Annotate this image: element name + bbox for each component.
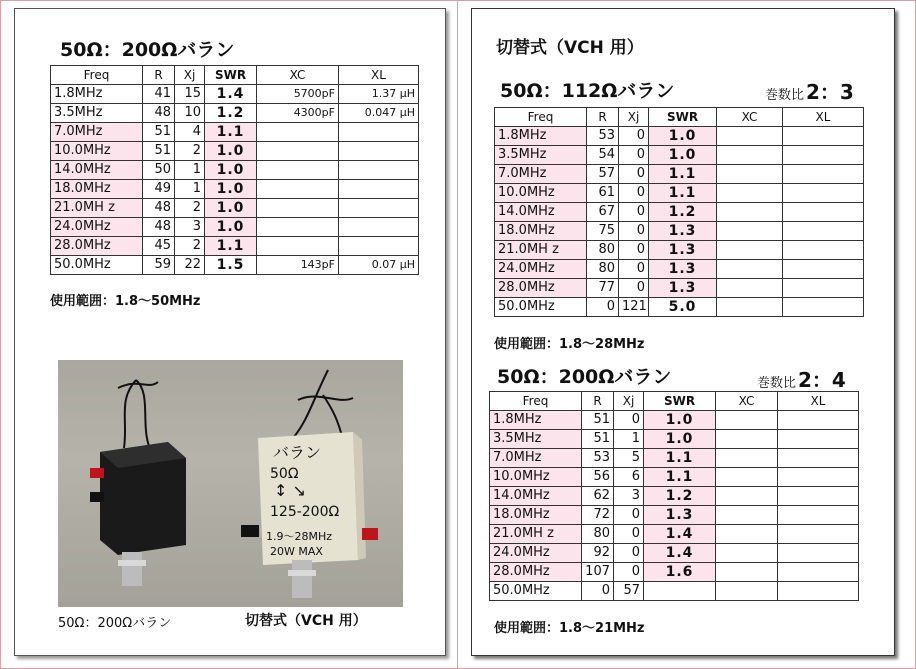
table-row bbox=[51, 161, 419, 180]
xj-cell: 0 bbox=[619, 279, 649, 298]
freq-cell: 24.0MHz bbox=[495, 260, 587, 279]
t2-table bbox=[489, 391, 859, 601]
xj-cell: 0 bbox=[614, 525, 644, 544]
table-row bbox=[495, 222, 864, 241]
table-header-row bbox=[51, 66, 419, 85]
xj-cell: 5 bbox=[614, 449, 644, 468]
swr-cell: 1.0 bbox=[205, 142, 257, 161]
xj-cell: 0 bbox=[619, 146, 649, 165]
table-row bbox=[495, 165, 864, 184]
xc-cell: 4300pF bbox=[257, 104, 339, 123]
table-row bbox=[490, 487, 859, 506]
xj-cell: 0 bbox=[619, 203, 649, 222]
freq-cell: 7.0MHz bbox=[51, 123, 143, 142]
table-row bbox=[490, 525, 859, 544]
xj-cell: 0 bbox=[614, 411, 644, 430]
table-header-row bbox=[490, 392, 859, 411]
swr-cell bbox=[644, 582, 716, 601]
r-cell: 75 bbox=[587, 222, 619, 241]
swr-cell: 1.0 bbox=[644, 430, 716, 449]
t2-range-note: 使用範囲：1.8〜21MHz bbox=[494, 621, 645, 636]
xc-cell bbox=[717, 203, 783, 222]
xc-cell bbox=[716, 487, 778, 506]
r-cell: 59 bbox=[143, 256, 175, 275]
xc-cell bbox=[717, 184, 783, 203]
r-cell: 45 bbox=[143, 237, 175, 256]
swr-cell: 1.3 bbox=[644, 506, 716, 525]
r-cell: 107 bbox=[582, 563, 614, 582]
left-table bbox=[50, 65, 419, 275]
freq-cell: 50.0MHz bbox=[495, 298, 587, 317]
r-cell: 48 bbox=[143, 218, 175, 237]
xl-cell bbox=[339, 237, 419, 256]
swr-cell: 1.1 bbox=[644, 468, 716, 487]
xj-cell: 121 bbox=[619, 298, 649, 317]
header-swr: SWR bbox=[649, 108, 717, 127]
t2-title: 50Ω：200Ωバラン bbox=[497, 366, 672, 388]
swr-cell: 1.3 bbox=[649, 279, 717, 298]
xj-cell: 0 bbox=[614, 544, 644, 563]
xj-cell: 6 bbox=[614, 468, 644, 487]
freq-cell: 1.8MHz bbox=[495, 127, 587, 146]
xj-cell: 0 bbox=[614, 506, 644, 525]
freq-cell: 28.0MHz bbox=[51, 237, 143, 256]
r-cell: 77 bbox=[587, 279, 619, 298]
swr-cell: 1.2 bbox=[205, 104, 257, 123]
header-xl: XL bbox=[339, 66, 419, 85]
t1-ratio-label: 巻数比 bbox=[765, 88, 805, 103]
xl-cell bbox=[778, 430, 859, 449]
r-cell: 72 bbox=[582, 506, 614, 525]
freq-cell: 50.0MHz bbox=[51, 256, 143, 275]
freq-cell: 21.0MH z bbox=[51, 199, 143, 218]
freq-cell: 7.0MHz bbox=[495, 165, 587, 184]
r-cell: 67 bbox=[587, 203, 619, 222]
swr-cell: 1.4 bbox=[205, 85, 257, 104]
xc-cell bbox=[716, 449, 778, 468]
xc-cell bbox=[716, 468, 778, 487]
balun-photo-illustration bbox=[58, 360, 403, 607]
photo-label-balun: バラン bbox=[273, 443, 322, 462]
header-freq: Freq bbox=[51, 66, 143, 85]
xj-cell: 0 bbox=[619, 260, 649, 279]
swr-cell: 1.0 bbox=[205, 180, 257, 199]
r-cell: 0 bbox=[582, 582, 614, 601]
photo-caption-left: 50Ω：200Ωバラン bbox=[58, 616, 172, 631]
table-row bbox=[51, 256, 419, 275]
header-swr: SWR bbox=[644, 392, 716, 411]
freq-cell: 21.0MH z bbox=[490, 525, 582, 544]
freq-cell: 21.0MH z bbox=[495, 241, 587, 260]
t1-ratio bbox=[765, 76, 854, 105]
header-xl: XL bbox=[778, 392, 859, 411]
r-cell: 53 bbox=[582, 449, 614, 468]
swr-cell: 1.4 bbox=[644, 544, 716, 563]
freq-cell: 1.8MHz bbox=[51, 85, 143, 104]
t1-table bbox=[494, 107, 864, 317]
table-row bbox=[51, 218, 419, 237]
freq-cell: 14.0MHz bbox=[495, 203, 587, 222]
header-swr: SWR bbox=[205, 66, 257, 85]
t1-title: 50Ω：112Ωバラン bbox=[500, 80, 675, 102]
xj-cell: 4 bbox=[175, 123, 205, 142]
xj-cell: 3 bbox=[175, 218, 205, 237]
xl-cell bbox=[778, 525, 859, 544]
table-header-row bbox=[495, 108, 864, 127]
xc-cell bbox=[717, 127, 783, 146]
table-row bbox=[495, 260, 864, 279]
swr-cell: 1.5 bbox=[205, 256, 257, 275]
swr-cell: 1.0 bbox=[649, 127, 717, 146]
freq-cell: 7.0MHz bbox=[490, 449, 582, 468]
freq-cell: 1.8MHz bbox=[490, 411, 582, 430]
swr-cell: 1.1 bbox=[644, 449, 716, 468]
table-row bbox=[490, 506, 859, 525]
header-xl: XL bbox=[783, 108, 864, 127]
t1-ratio-value: 2：3 bbox=[806, 80, 854, 104]
xc-cell bbox=[257, 199, 339, 218]
xl-cell bbox=[783, 165, 864, 184]
xj-cell: 57 bbox=[614, 582, 644, 601]
xj-cell: 0 bbox=[619, 165, 649, 184]
header-freq: Freq bbox=[490, 392, 582, 411]
xj-cell: 0 bbox=[619, 222, 649, 241]
r-cell: 51 bbox=[582, 430, 614, 449]
r-cell: 56 bbox=[582, 468, 614, 487]
table-row bbox=[495, 146, 864, 165]
freq-cell: 24.0MHz bbox=[51, 218, 143, 237]
xj-cell: 0 bbox=[619, 184, 649, 203]
header-xj: Xj bbox=[614, 392, 644, 411]
header-xc: XC bbox=[716, 392, 778, 411]
r-cell: 80 bbox=[587, 241, 619, 260]
xj-cell: 3 bbox=[614, 487, 644, 506]
r-cell: 80 bbox=[587, 260, 619, 279]
xl-cell bbox=[783, 279, 864, 298]
xc-cell: 5700pF bbox=[257, 85, 339, 104]
xl-cell bbox=[339, 218, 419, 237]
table-row bbox=[495, 241, 864, 260]
swr-cell: 1.6 bbox=[644, 563, 716, 582]
xc-cell bbox=[717, 165, 783, 184]
xl-cell bbox=[783, 222, 864, 241]
r-cell: 61 bbox=[587, 184, 619, 203]
r-cell: 92 bbox=[582, 544, 614, 563]
table-row bbox=[51, 180, 419, 199]
swr-cell: 1.3 bbox=[649, 241, 717, 260]
xl-cell bbox=[783, 203, 864, 222]
header-freq: Freq bbox=[495, 108, 587, 127]
xl-cell bbox=[778, 468, 859, 487]
t2-ratio-label: 巻数比 bbox=[757, 376, 797, 391]
table-row bbox=[490, 582, 859, 601]
swr-cell: 1.1 bbox=[205, 123, 257, 142]
swr-cell: 1.1 bbox=[649, 165, 717, 184]
r-cell: 51 bbox=[582, 411, 614, 430]
swr-cell: 1.0 bbox=[644, 411, 716, 430]
header-xc: XC bbox=[257, 66, 339, 85]
xc-cell bbox=[257, 161, 339, 180]
table-row bbox=[490, 411, 859, 430]
photo-label-impedance: 125-200Ω bbox=[270, 504, 340, 520]
freq-cell: 28.0MHz bbox=[495, 279, 587, 298]
xc-cell bbox=[717, 241, 783, 260]
xj-cell: 0 bbox=[619, 127, 649, 146]
r-cell: 41 bbox=[143, 85, 175, 104]
xc-cell: 143pF bbox=[257, 256, 339, 275]
r-cell: 57 bbox=[587, 165, 619, 184]
header-xj: Xj bbox=[175, 66, 205, 85]
header-r: R bbox=[587, 108, 619, 127]
xc-cell bbox=[717, 222, 783, 241]
xc-cell bbox=[257, 123, 339, 142]
freq-cell: 18.0MHz bbox=[51, 180, 143, 199]
table-row bbox=[51, 237, 419, 256]
swr-cell: 1.0 bbox=[205, 161, 257, 180]
xc-cell bbox=[717, 146, 783, 165]
header-r: R bbox=[143, 66, 175, 85]
freq-cell: 3.5MHz bbox=[51, 104, 143, 123]
table-row bbox=[490, 449, 859, 468]
table-row bbox=[495, 298, 864, 317]
swr-cell: 1.3 bbox=[649, 260, 717, 279]
xc-cell bbox=[716, 563, 778, 582]
xc-cell bbox=[717, 298, 783, 317]
xl-cell: 0.047 μH bbox=[339, 104, 419, 123]
xl-cell bbox=[778, 582, 859, 601]
table-row bbox=[495, 203, 864, 222]
swr-cell: 1.0 bbox=[205, 199, 257, 218]
xj-cell: 0 bbox=[614, 563, 644, 582]
xl-cell bbox=[339, 199, 419, 218]
xl-cell bbox=[783, 127, 864, 146]
xl-cell bbox=[783, 298, 864, 317]
header-xc: XC bbox=[717, 108, 783, 127]
xj-cell: 0 bbox=[619, 241, 649, 260]
t1-range-note: 使用範囲：1.8〜28MHz bbox=[494, 337, 645, 352]
xl-cell bbox=[783, 184, 864, 203]
xc-cell bbox=[716, 506, 778, 525]
r-cell: 50 bbox=[143, 161, 175, 180]
photo-label-range: 1.9〜28MHz bbox=[266, 530, 333, 543]
r-cell: 53 bbox=[587, 127, 619, 146]
xj-cell: 1 bbox=[175, 180, 205, 199]
xl-cell bbox=[783, 260, 864, 279]
xl-cell bbox=[339, 180, 419, 199]
r-cell: 51 bbox=[143, 142, 175, 161]
table-row bbox=[495, 279, 864, 298]
xj-cell: 1 bbox=[175, 161, 205, 180]
swr-cell: 1.0 bbox=[205, 218, 257, 237]
xl-cell bbox=[339, 123, 419, 142]
table-row bbox=[495, 184, 864, 203]
xc-cell bbox=[717, 260, 783, 279]
xj-cell: 10 bbox=[175, 104, 205, 123]
xc-cell bbox=[257, 218, 339, 237]
freq-cell: 50.0MHz bbox=[490, 582, 582, 601]
swr-cell: 1.4 bbox=[644, 525, 716, 544]
freq-cell: 3.5MHz bbox=[495, 146, 587, 165]
xc-cell bbox=[257, 142, 339, 161]
xc-cell bbox=[257, 180, 339, 199]
freq-cell: 18.0MHz bbox=[495, 222, 587, 241]
r-cell: 54 bbox=[587, 146, 619, 165]
xl-cell: 1.37 μH bbox=[339, 85, 419, 104]
table-row bbox=[51, 142, 419, 161]
swr-cell: 1.3 bbox=[649, 222, 717, 241]
freq-cell: 28.0MHz bbox=[490, 563, 582, 582]
page-divider bbox=[457, 0, 458, 669]
photo-label-50: 50Ω bbox=[270, 466, 299, 482]
r-cell: 48 bbox=[143, 199, 175, 218]
header-r: R bbox=[582, 392, 614, 411]
swr-cell: 1.0 bbox=[649, 146, 717, 165]
photo-caption-right: 切替式（VCH 用） bbox=[245, 613, 367, 629]
table-row bbox=[490, 563, 859, 582]
freq-cell: 10.0MHz bbox=[51, 142, 143, 161]
xl-cell bbox=[339, 142, 419, 161]
r-cell: 80 bbox=[582, 525, 614, 544]
xc-cell bbox=[717, 279, 783, 298]
table-row bbox=[51, 85, 419, 104]
swr-cell: 1.1 bbox=[205, 237, 257, 256]
table-row bbox=[490, 430, 859, 449]
swr-cell: 1.2 bbox=[649, 203, 717, 222]
xl-cell bbox=[339, 161, 419, 180]
xj-cell: 1 bbox=[614, 430, 644, 449]
r-cell: 49 bbox=[143, 180, 175, 199]
right-title: 切替式（VCH 用） bbox=[496, 38, 644, 58]
xl-cell bbox=[778, 506, 859, 525]
table-row bbox=[51, 199, 419, 218]
xl-cell bbox=[778, 563, 859, 582]
freq-cell: 10.0MHz bbox=[490, 468, 582, 487]
freq-cell: 18.0MHz bbox=[490, 506, 582, 525]
svg-text:↕ ↘: ↕ ↘ bbox=[274, 481, 306, 500]
xj-cell: 2 bbox=[175, 199, 205, 218]
xj-cell: 22 bbox=[175, 256, 205, 275]
xl-cell bbox=[783, 241, 864, 260]
xl-cell bbox=[778, 487, 859, 506]
t2-ratio bbox=[757, 364, 846, 393]
xl-cell bbox=[778, 449, 859, 468]
xj-cell: 2 bbox=[175, 142, 205, 161]
swr-cell: 1.1 bbox=[649, 184, 717, 203]
r-cell: 0 bbox=[587, 298, 619, 317]
swr-cell: 5.0 bbox=[649, 298, 717, 317]
xc-cell bbox=[257, 237, 339, 256]
table-row bbox=[490, 544, 859, 563]
r-cell: 48 bbox=[143, 104, 175, 123]
xj-cell: 2 bbox=[175, 237, 205, 256]
swr-cell: 1.2 bbox=[644, 487, 716, 506]
freq-cell: 14.0MHz bbox=[51, 161, 143, 180]
freq-cell: 10.0MHz bbox=[495, 184, 587, 203]
xc-cell bbox=[716, 430, 778, 449]
table-row bbox=[495, 127, 864, 146]
r-cell: 62 bbox=[582, 487, 614, 506]
xc-cell bbox=[716, 544, 778, 563]
xl-cell: 0.07 μH bbox=[339, 256, 419, 275]
freq-cell: 24.0MHz bbox=[490, 544, 582, 563]
xl-cell bbox=[778, 411, 859, 430]
xl-cell bbox=[778, 544, 859, 563]
t2-ratio-value: 2：4 bbox=[798, 368, 846, 392]
xj-cell: 15 bbox=[175, 85, 205, 104]
xc-cell bbox=[716, 582, 778, 601]
table-row bbox=[51, 123, 419, 142]
left-title: 50Ω：200Ωバラン bbox=[60, 39, 235, 61]
photo-label-power: 20W MAX bbox=[270, 545, 323, 558]
freq-cell: 14.0MHz bbox=[490, 487, 582, 506]
xl-cell bbox=[783, 146, 864, 165]
balun-photo bbox=[58, 360, 403, 607]
r-cell: 51 bbox=[143, 123, 175, 142]
freq-cell: 3.5MHz bbox=[490, 430, 582, 449]
header-xj: Xj bbox=[619, 108, 649, 127]
table-row bbox=[51, 104, 419, 123]
left-range-note: 使用範囲：1.8〜50MHz bbox=[50, 294, 201, 309]
xc-cell bbox=[716, 525, 778, 544]
xc-cell bbox=[716, 411, 778, 430]
table-row bbox=[490, 468, 859, 487]
